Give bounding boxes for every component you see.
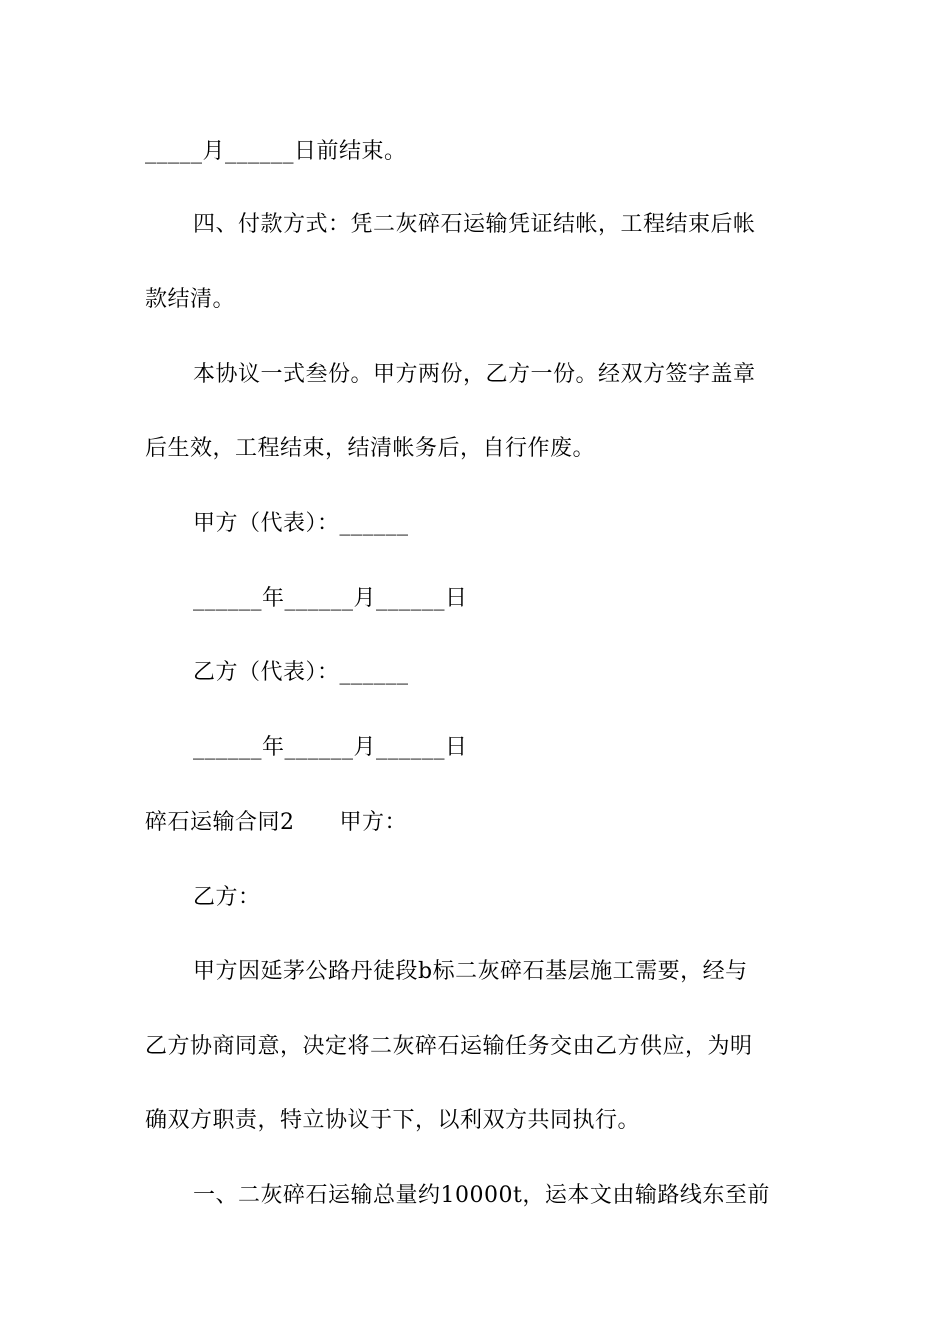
- paragraph-line: 本协议一式叁份。甲方两份，乙方一份。经双方签字盖章: [193, 362, 756, 387]
- date-line-party-b: ______年______月______日: [193, 735, 468, 760]
- date-line-party-a: ______年______月______日: [193, 586, 468, 611]
- paragraph-line: 确双方职责，特立协议于下，以利双方共同执行。: [145, 1108, 641, 1133]
- paragraph-line: 乙方协商同意，决定将二灰碎石运输任务交由乙方供应，为明: [145, 1034, 753, 1059]
- paragraph-line: 款结清。: [145, 287, 236, 312]
- signature-line-party-a: 甲方（代表）：______: [193, 511, 409, 536]
- paragraph-line: 四、付款方式：凭二灰碎石运输凭证结帐，工程结束后帐: [193, 212, 756, 237]
- paragraph-line: _____月______日前结束。: [145, 139, 407, 164]
- signature-line-party-b: 乙方（代表）：______: [193, 660, 409, 685]
- paragraph-line: 甲方因延茅公路丹徒段b标二灰碎石基层施工需要，经与: [193, 959, 748, 984]
- paragraph-line: 后生效，工程结束，结清帐务后，自行作废。: [145, 436, 596, 461]
- section-title: 碎石运输合同2 甲方：: [145, 810, 407, 835]
- paragraph-line: 乙方：: [193, 885, 261, 910]
- paragraph-line: 一、二灰碎石运输总量约10000t，运本文由输路线东至前: [193, 1183, 770, 1208]
